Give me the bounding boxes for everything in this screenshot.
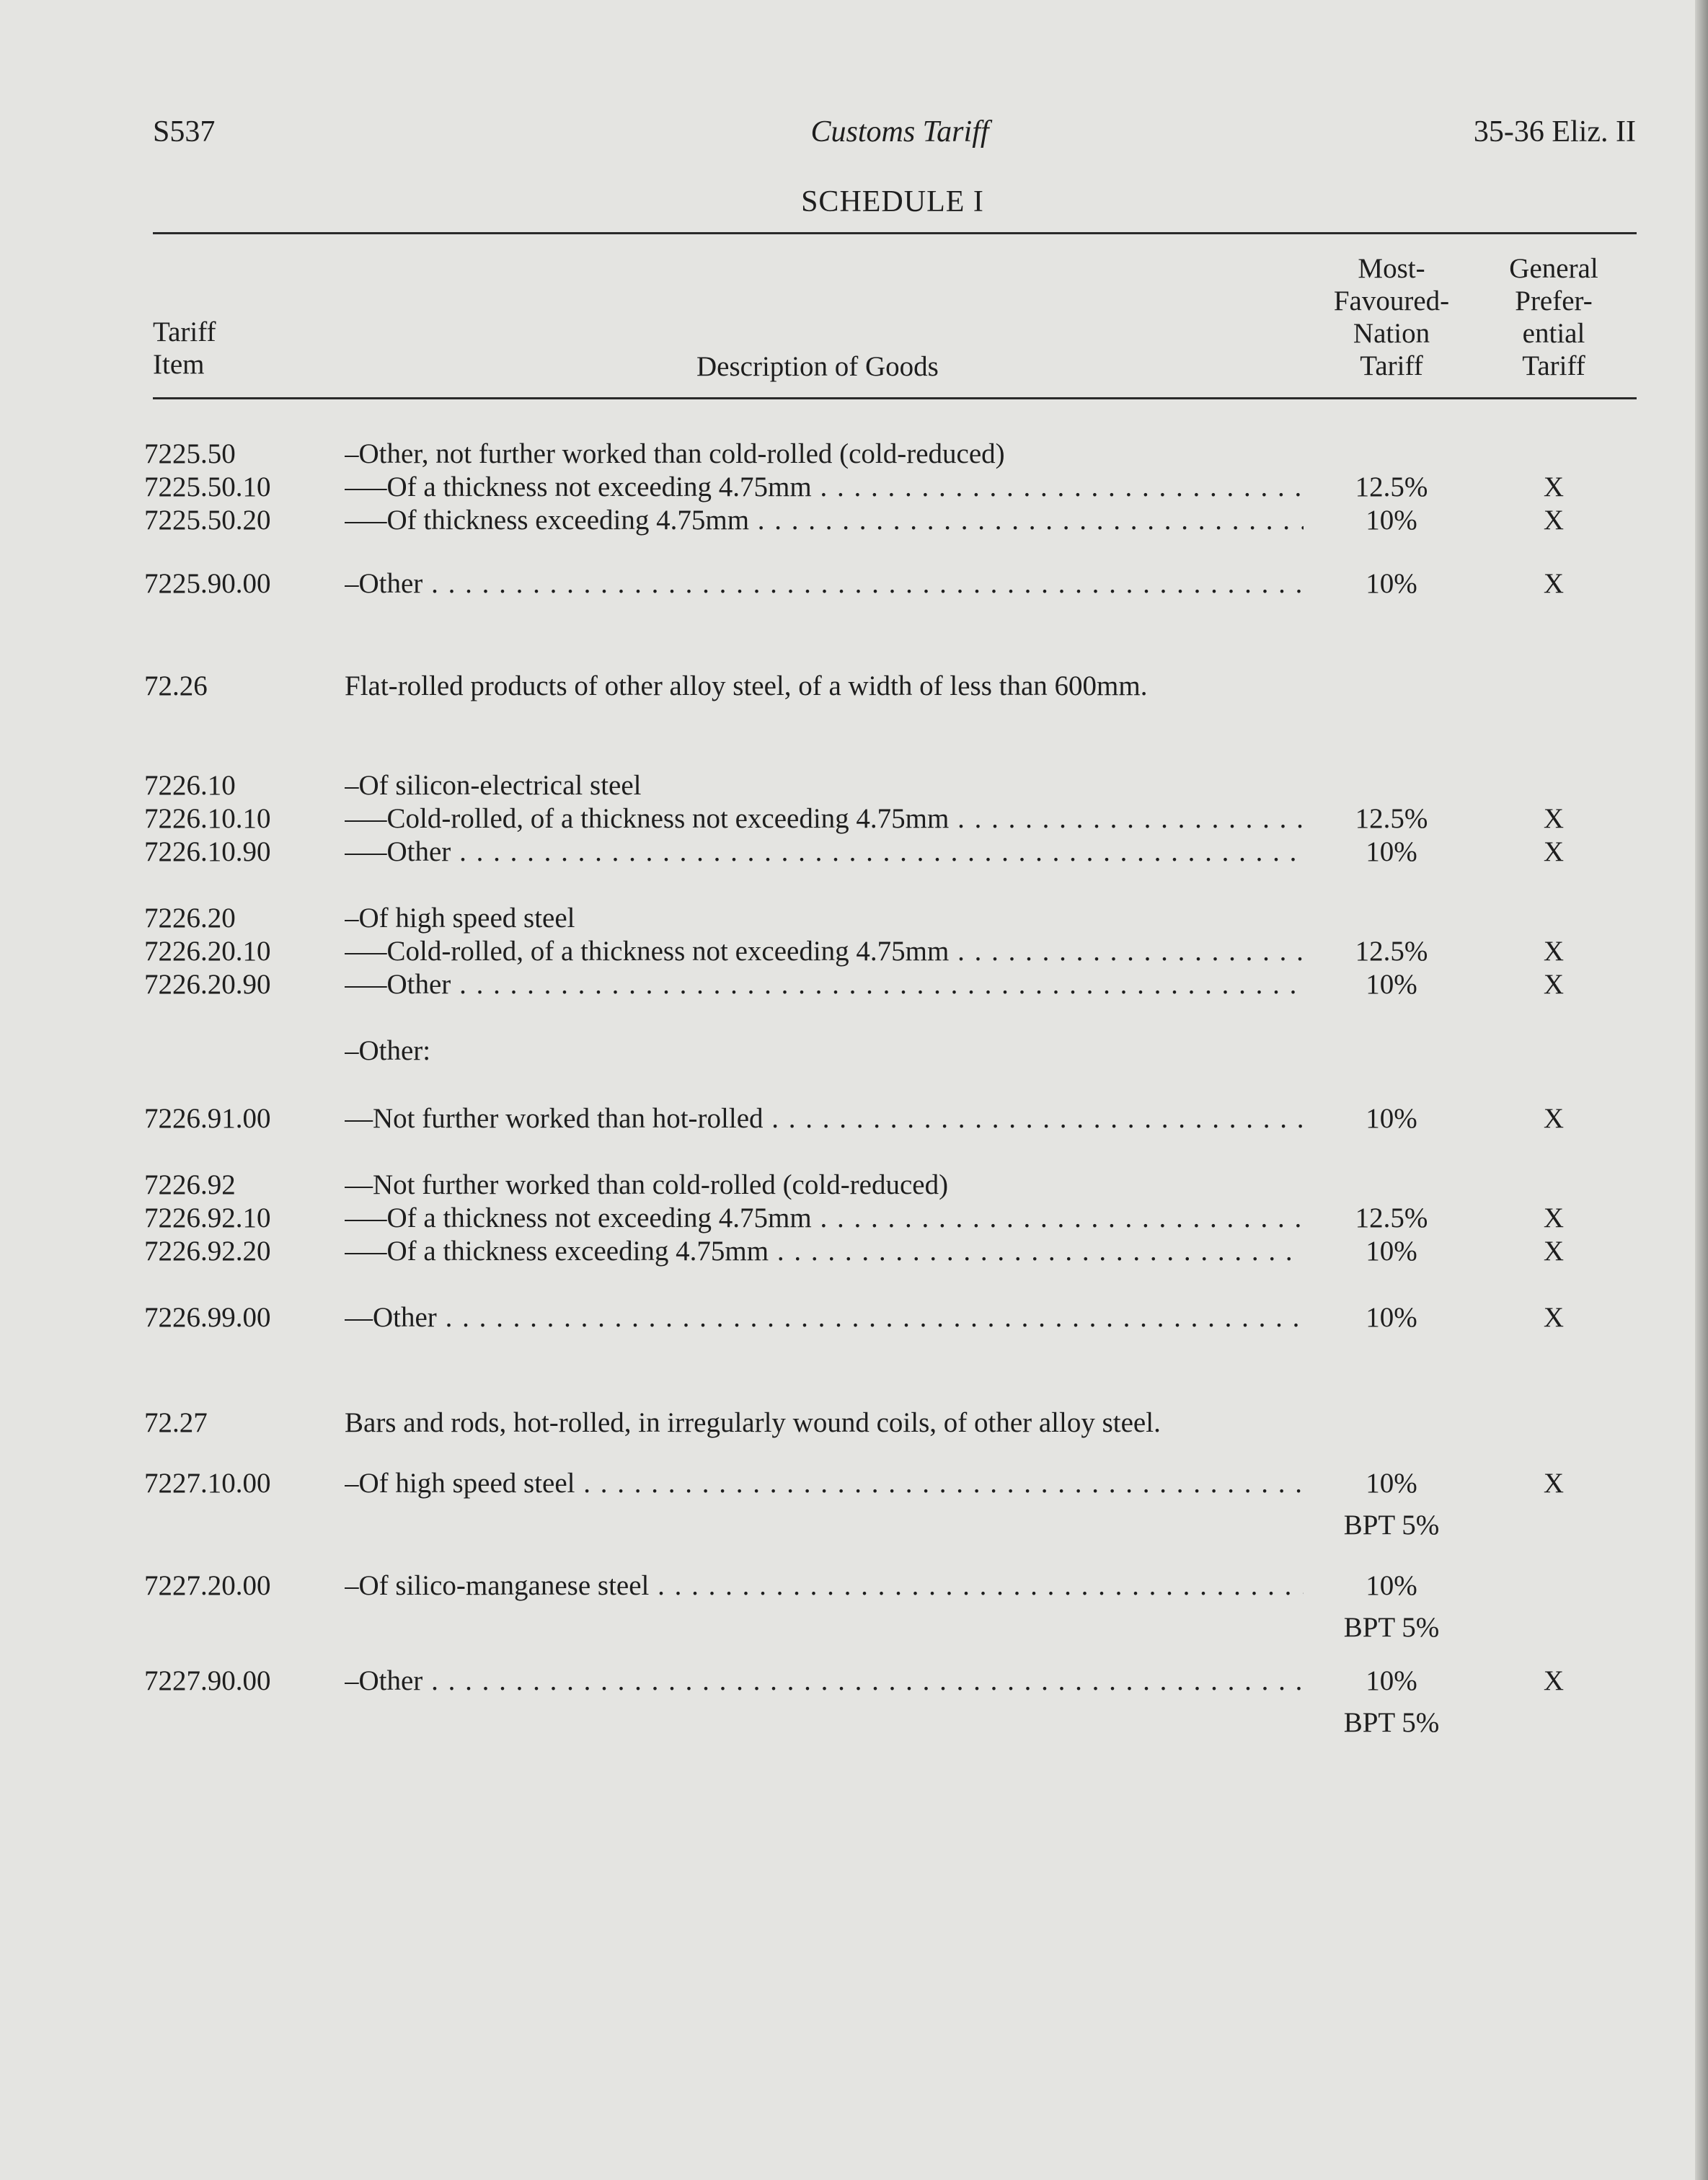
goods-description: –Other:	[345, 1035, 431, 1066]
gpt-mark: X	[1543, 471, 1565, 502]
gpt-mark: X	[1543, 1665, 1565, 1696]
tariff-item: 7226.10.10	[144, 803, 271, 834]
table-row	[0, 503, 1708, 538]
tariff-item: 7226.10.90	[144, 836, 271, 867]
mfn-rate: 12.5%	[1355, 1202, 1428, 1233]
gpt-mark: X	[1543, 1302, 1565, 1333]
running-title: Customs Tariff	[810, 115, 989, 149]
goods-description: –Of silico-manganese steel . . .	[345, 1569, 1304, 1603]
mfn-rate: 10%	[1366, 1103, 1417, 1134]
tariff-item: 7225.50	[144, 438, 236, 469]
tariff-item: 7226.92	[144, 1169, 236, 1200]
goods-description: –Of silicon-electrical steel	[345, 770, 642, 801]
table-row	[0, 901, 1708, 936]
tariff-item: 7225.50.10	[144, 471, 271, 502]
goods-description: –Of high speed steel	[345, 903, 575, 934]
col-mfn-line-1: Most-	[1358, 253, 1425, 284]
tariff-item: 72.27	[144, 1407, 208, 1438]
table-row	[0, 1102, 1708, 1136]
table-row	[0, 437, 1708, 471]
bpt-rate: BPT 5%	[1343, 1510, 1440, 1541]
tariff-item: 7226.92.20	[144, 1236, 271, 1267]
mfn-rate: 12.5%	[1355, 471, 1428, 502]
gpt-mark: X	[1543, 505, 1565, 536]
col-mfn-line-3: Nation	[1353, 318, 1430, 349]
tariff-item: 7227.20.00	[144, 1570, 271, 1601]
tariff-item: 7226.20.90	[144, 969, 271, 1000]
goods-description: –––Cold-rolled, of a thickness not exceeding 4.75mm . . .	[345, 934, 1304, 969]
goods-description: –Other . . .	[345, 1664, 1304, 1698]
mfn-rate: 10%	[1366, 568, 1417, 599]
gpt-mark: X	[1543, 803, 1565, 834]
goods-description: –––Of a thickness exceeding 4.75mm . . .	[345, 1234, 1304, 1269]
gpt-mark: X	[1543, 1236, 1565, 1267]
table-row	[0, 1034, 1708, 1068]
table-row	[0, 1406, 1708, 1440]
mfn-rate: 10%	[1366, 1665, 1417, 1696]
tariff-item: 7227.10.00	[144, 1468, 271, 1499]
col-description: Description of Goods	[696, 351, 939, 382]
mfn-rate: 10%	[1366, 1570, 1417, 1601]
regnal-year: 35-36 Eliz. II	[1473, 115, 1636, 149]
tariff-item: 7226.99.00	[144, 1302, 271, 1333]
table-row	[0, 967, 1708, 1002]
tariff-item: 7225.90.00	[144, 568, 271, 599]
col-gpt-tariff	[1485, 252, 1622, 382]
table-row	[0, 934, 1708, 969]
page-edge	[1695, 0, 1708, 2180]
goods-description: –Other . . .	[345, 567, 1304, 601]
top-rule	[153, 232, 1637, 234]
tariff-item: 7226.20	[144, 903, 236, 934]
col-gpt-line-2: Prefer-	[1515, 285, 1593, 316]
tariff-item: 72.26	[144, 670, 208, 701]
col-tariff-item	[153, 316, 216, 381]
mfn-rate: 10%	[1366, 836, 1417, 867]
mfn-rate: 10%	[1366, 969, 1417, 1000]
mfn-rate: 10%	[1366, 1468, 1417, 1499]
gpt-mark: X	[1543, 1103, 1565, 1134]
gpt-mark: X	[1543, 568, 1565, 599]
table-row	[0, 1466, 1708, 1541]
goods-description: –––Of a thickness not exceeding 4.75mm . . .	[345, 470, 1304, 505]
gpt-mark: X	[1543, 969, 1565, 1000]
mfn-rate: 10%	[1366, 1236, 1417, 1267]
table-row	[0, 470, 1708, 505]
col-mfn-tariff	[1319, 252, 1464, 382]
schedule-title: SCHEDULE I	[801, 185, 984, 218]
tariff-item: 7227.90.00	[144, 1665, 271, 1696]
col-mfn-line-2: Favoured-	[1333, 285, 1450, 316]
col-mfn-line-4: Tariff	[1360, 350, 1423, 381]
gpt-mark: X	[1543, 1468, 1565, 1499]
gpt-mark: X	[1543, 1202, 1565, 1233]
tariff-item: 7226.91.00	[144, 1103, 271, 1134]
table-row	[0, 1569, 1708, 1643]
goods-description: Bars and rods, hot-rolled, in irregularly wound coils, of other alloy steel.	[345, 1407, 1161, 1438]
mfn-rate: 10%	[1366, 505, 1417, 536]
tariff-item: 7226.20.10	[144, 936, 271, 967]
goods-description: –––Other . . .	[345, 967, 1304, 1002]
mfn-rate: 12.5%	[1355, 936, 1428, 967]
tariff-item: 7226.10	[144, 770, 236, 801]
tariff-item: 7226.92.10	[144, 1202, 271, 1233]
mfn-rate: 10%	[1366, 1302, 1417, 1333]
goods-description: Flat-rolled products of other alloy steel, of a width of less than 600mm.	[345, 670, 1148, 701]
col-gpt-line-1: General	[1509, 253, 1598, 284]
goods-description: –––Other . . .	[345, 835, 1304, 869]
col-gpt-line-4: Tariff	[1522, 350, 1585, 381]
table-row	[0, 1168, 1708, 1202]
goods-description: –Of high speed steel . . .	[345, 1466, 1304, 1501]
bpt-rate: BPT 5%	[1343, 1707, 1440, 1738]
table-row	[0, 1234, 1708, 1269]
table-row	[0, 669, 1708, 704]
table-row	[0, 1201, 1708, 1236]
goods-description: ––Other . . .	[345, 1301, 1304, 1335]
tariff-item: 7225.50.20	[144, 505, 271, 536]
table-row	[0, 1664, 1708, 1738]
goods-description: –Other, not further worked than cold-rolled (cold-reduced)	[345, 438, 1005, 469]
goods-description: ––Not further worked than hot-rolled . . .	[345, 1102, 1304, 1136]
gpt-mark: X	[1543, 936, 1565, 967]
table-row	[0, 1301, 1708, 1335]
table-row	[0, 835, 1708, 869]
gpt-mark: X	[1543, 836, 1565, 867]
col-item-line-1: Tariff	[153, 316, 216, 347]
goods-description: –––Of a thickness not exceeding 4.75mm . . .	[345, 1201, 1304, 1236]
goods-description: ––Not further worked than cold-rolled (cold-reduced)	[345, 1169, 949, 1200]
header-rule	[153, 397, 1637, 399]
table-row	[0, 768, 1708, 803]
page-number: S537	[153, 115, 216, 149]
goods-description: –––Of thickness exceeding 4.75mm . . .	[345, 503, 1304, 538]
col-item-line-2: Item	[153, 349, 205, 380]
bpt-rate: BPT 5%	[1343, 1612, 1440, 1643]
table-row	[0, 802, 1708, 836]
col-gpt-line-3: ential	[1522, 318, 1585, 349]
mfn-rate: 12.5%	[1355, 803, 1428, 834]
goods-description: –––Cold-rolled, of a thickness not exceeding 4.75mm . . .	[345, 802, 1304, 836]
table-row	[0, 567, 1708, 601]
